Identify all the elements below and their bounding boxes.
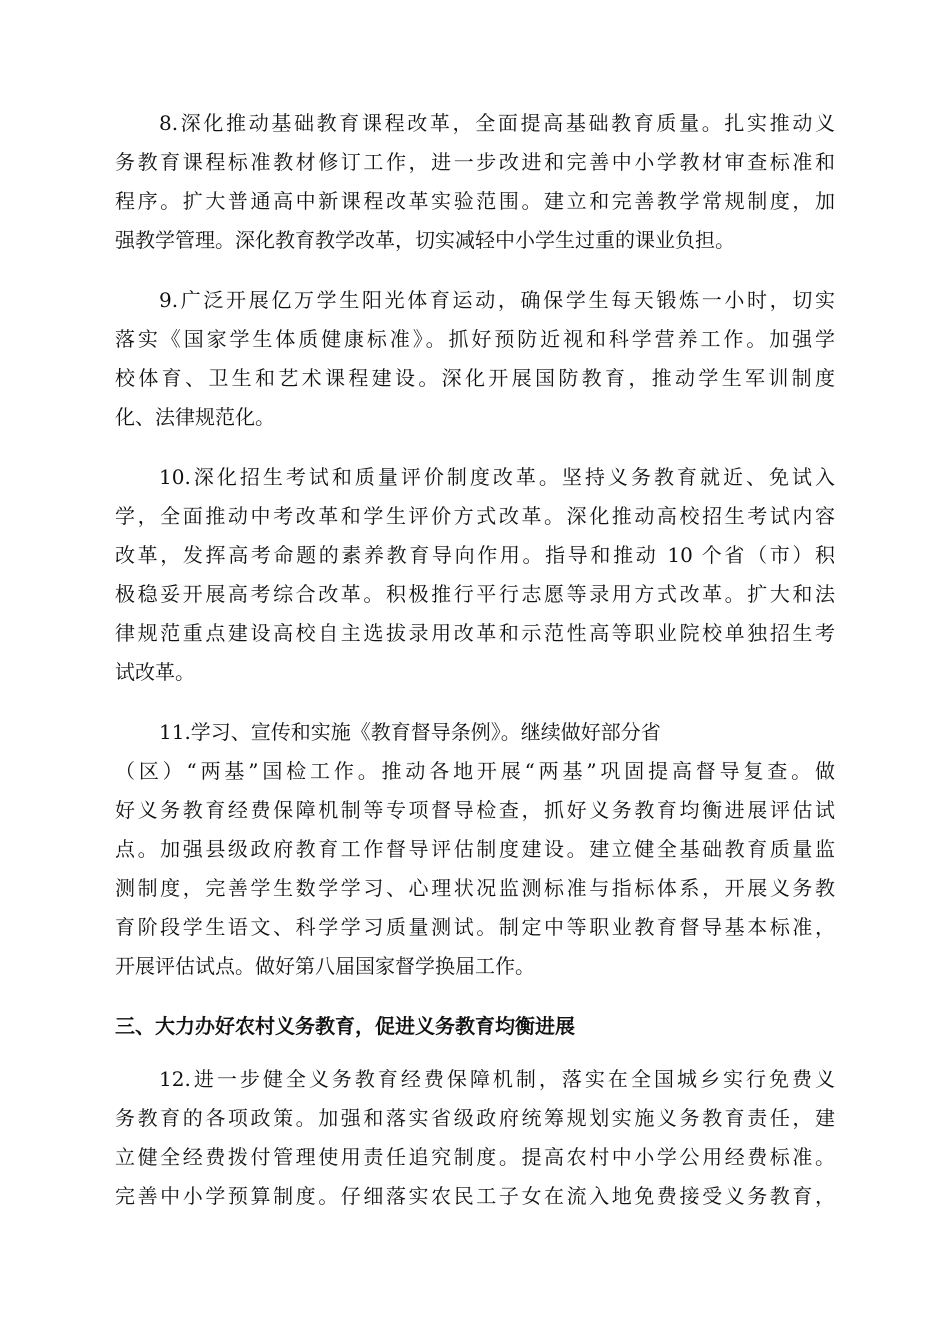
paragraph-item-8 — [115, 104, 835, 260]
text-line: 育阶段学生语文、科学学习质量测试。制定中等职业教育督导基本标准， — [115, 915, 835, 939]
paragraph-item-12 — [115, 1060, 835, 1216]
text-line: 务教育的各项政策。加强和落实省级政府统筹规划实施义务教育责任，建 — [115, 1106, 835, 1130]
text-line: 落实《国家学生体质健康标准》。抓好预防近视和科学营养工作。加强学 — [115, 327, 835, 351]
text-line: 化、法律规范化。 — [115, 405, 275, 429]
text-line: 强教学管理。深化教育教学改革，切实减轻中小学生过重的课业负担。 — [115, 228, 735, 252]
text-line: 律规范重点建设高校自主选拔录用改革和示范性高等职业院校单独招生考 — [115, 621, 835, 645]
text-line: 立健全经费拨付管理使用责任追究制度。提高农村中小学公用经费标准。 — [115, 1145, 835, 1169]
text-line: 程序。扩大普通高中新课程改革实验范围。建立和完善教学常规制度，加 — [115, 189, 835, 213]
text-line: 10.深化招生考试和质量评价制度改革。坚持义务教育就近、免试入 — [159, 465, 835, 489]
paragraph-item-11 — [115, 713, 835, 986]
document-page — [115, 104, 835, 1237]
text-line: 试改革。 — [115, 660, 195, 684]
text-line: 完善中小学预算制度。仔细落实农民工子女在流入地免费接受义务教育， — [115, 1184, 835, 1208]
section-heading: 三、大力办好农村义务教育，促进义务教育均衡进展 — [115, 1014, 575, 1038]
text-line: 务教育课程标准教材修订工作，进一步改进和完善中小学教材审查标准和 — [115, 150, 835, 174]
text-line: 改革，发挥高考命题的素养教育导向作用。指导和推动 10 个省（市）积 — [115, 543, 835, 567]
text-line: 点。加强县级政府教育工作督导评估制度建设。建立健全基础教育质量监 — [115, 837, 835, 861]
text-line: 11.学习、宣传和实施《教育督导条例》。继续做好部分省 — [159, 720, 661, 744]
text-line: 校体育、卫生和艺术课程建设。深化开展国防教育，推动学生军训制度 — [115, 366, 835, 390]
paragraph-item-10 — [115, 458, 835, 692]
text-line: 开展评估试点。做好第八届国家督学换届工作。 — [115, 954, 535, 978]
text-line: 极稳妥开展高考综合改革。积极推行平行志愿等录用方式改革。扩大和法 — [115, 582, 835, 606]
text-line: 学，全面推动中考改革和学生评价方式改革。深化推动高校招生考试内容 — [115, 504, 835, 528]
text-line: 9.广泛开展亿万学生阳光体育运动，确保学生每天锻炼一小时，切实 — [159, 288, 835, 312]
text-line: 好义务教育经费保障机制等专项督导检查，抓好义务教育均衡进展评估试 — [115, 798, 835, 822]
text-line: 8.深化推动基础教育课程改革，全面提高基础教育质量。扎实推动义 — [159, 111, 835, 135]
text-line: 12.进一步健全义务教育经费保障机制，落实在全国城乡实行免费义 — [159, 1067, 835, 1091]
text-line: （区）“两基”国检工作。推动各地开展“两基”巩固提高督导复查。做 — [115, 759, 835, 783]
text-line: 测制度，完善学生数学学习、心理状况监测标准与指标体系，开展义务教 — [115, 876, 835, 900]
paragraph-item-9 — [115, 281, 835, 437]
